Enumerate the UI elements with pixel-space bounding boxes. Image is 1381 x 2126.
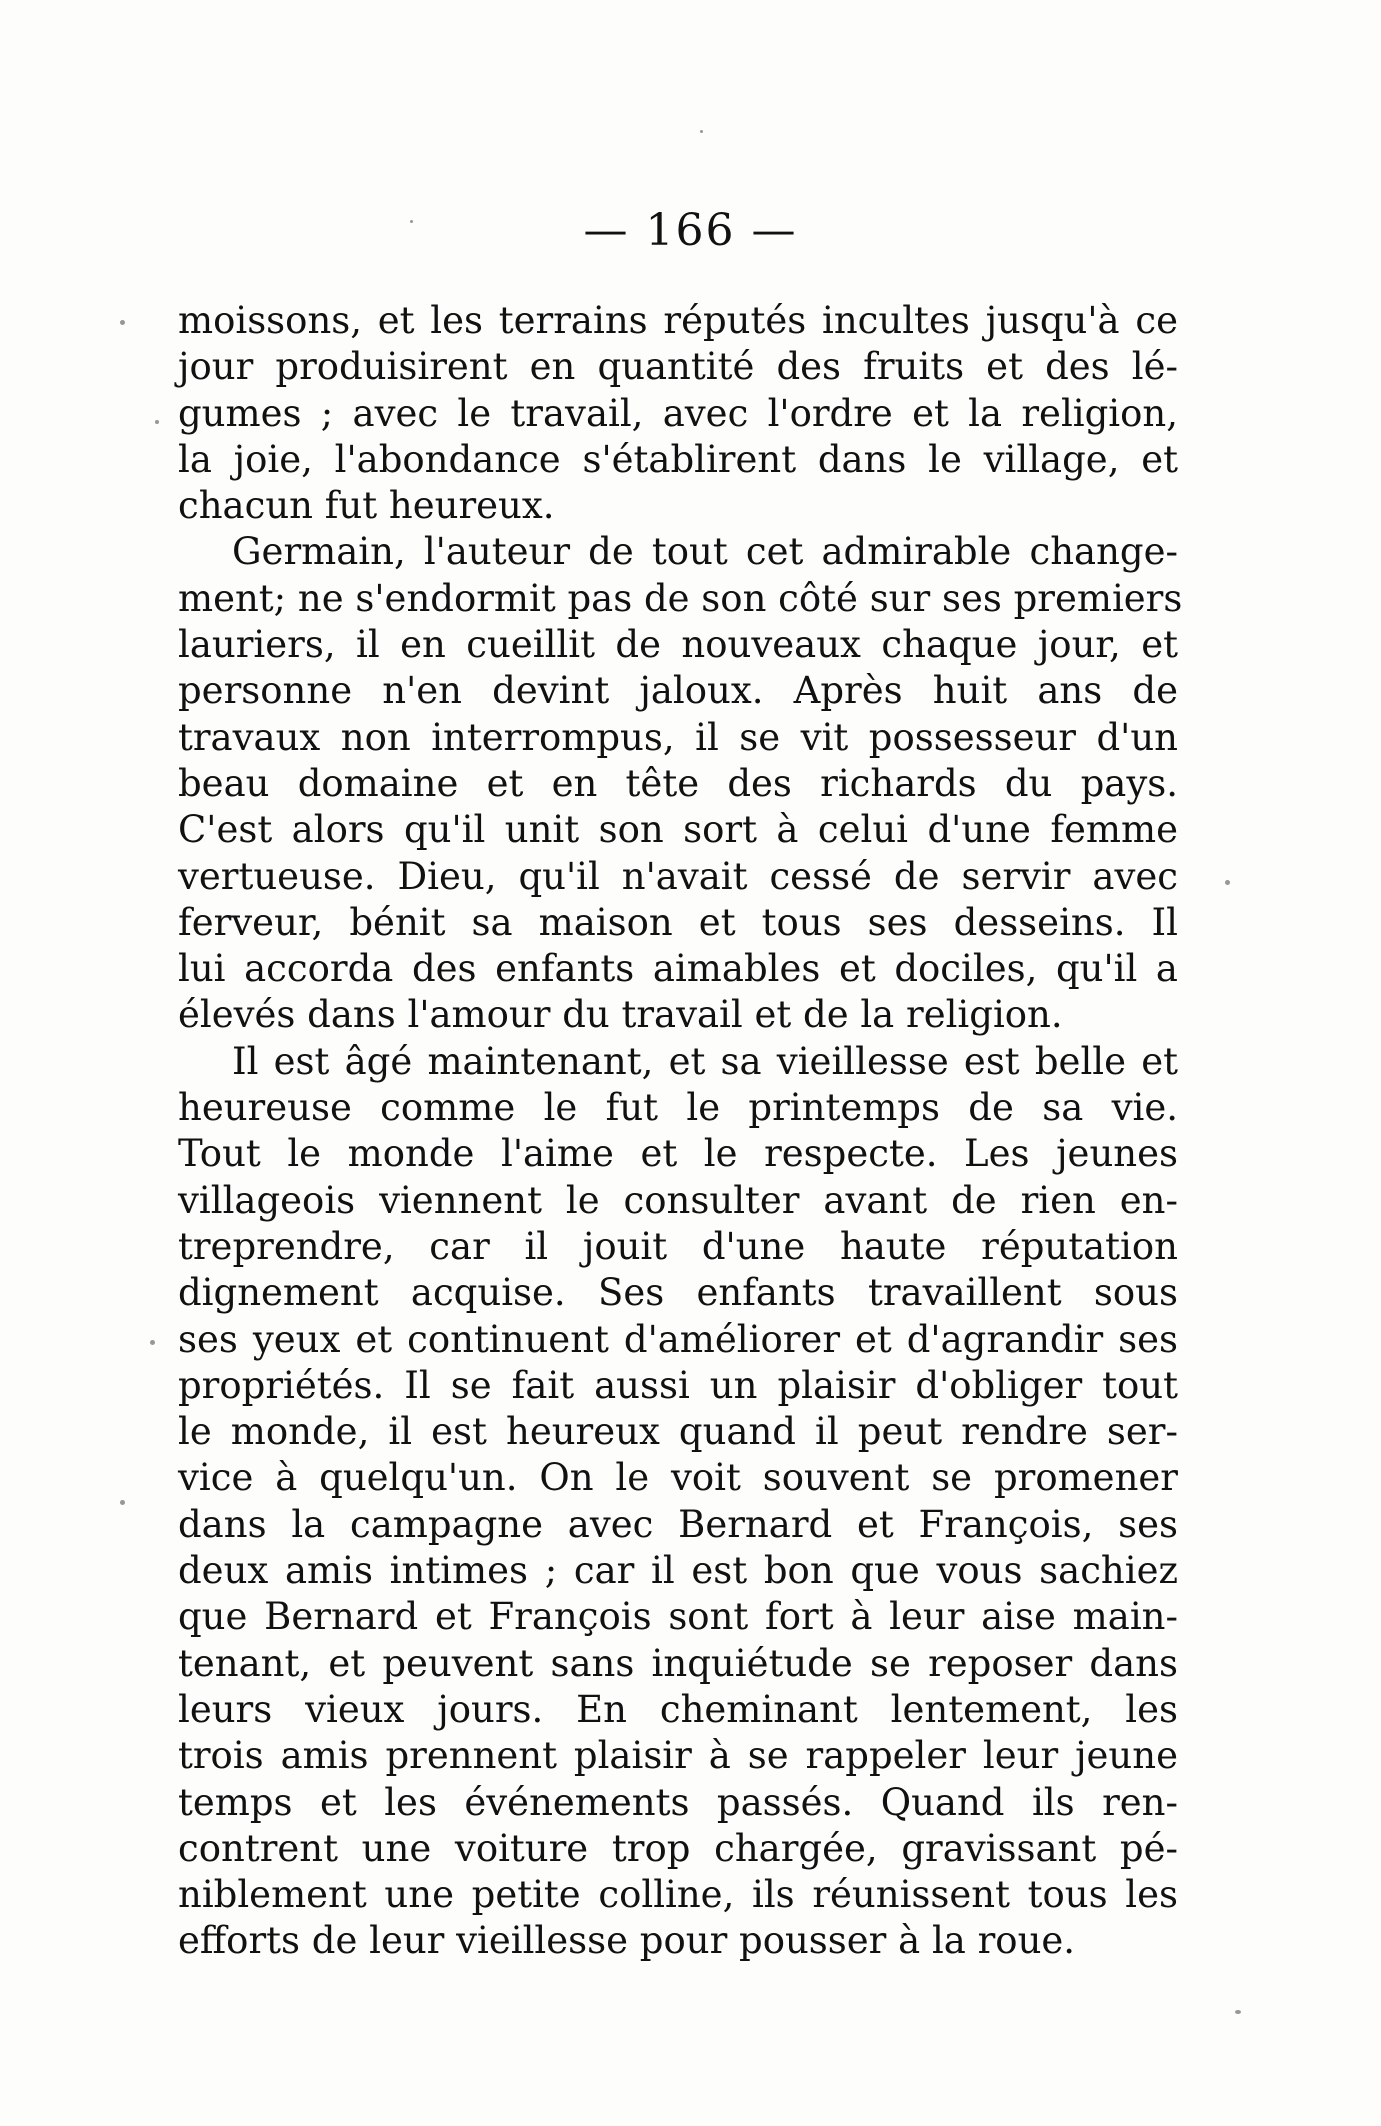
page-number: — 166 —	[583, 205, 798, 256]
print-speck	[155, 420, 159, 424]
text-line: propriétés. Il se fait aussi un plaisir d'obliger tout	[178, 1363, 1178, 1407]
text-line: treprendre, car il jouit d'une haute réputation	[178, 1224, 1178, 1268]
text-line: Il est âgé maintenant, et sa vieillesse est belle et	[232, 1039, 1178, 1083]
print-speck	[1235, 2010, 1241, 2014]
text-line: moissons, et les terrains réputés incultes jusqu'à ce	[178, 299, 1178, 342]
text-line: Tout le monde l'aime et le respecte. Les jeunes	[178, 1132, 1178, 1176]
text-line: trois amis prennent plaisir à se rappeler leur jeune	[178, 1734, 1178, 1778]
text-line: heureuse comme le fut le printemps de sa vie.	[178, 1086, 1178, 1130]
text-line: tenant, et peuvent sans inquiétude se reposer dans	[178, 1641, 1178, 1685]
text-line: travaux non interrompus, il se vit possesseur d'un	[178, 715, 1178, 759]
text-line: ment; ne s'endormit pas de son côté sur ses premiers	[178, 576, 1183, 620]
text-line: efforts de leur vieillesse pour pousser à la roue.	[178, 1919, 1076, 1963]
text-line: le monde, il est heureux quand il peut rendre ser-	[178, 1410, 1178, 1454]
text-line: lauriers, il en cueillit de nouveaux chaque jour, et	[178, 623, 1178, 667]
text-line: vice à quelqu'un. On le voit souvent se promener	[178, 1456, 1178, 1500]
text-line: que Bernard et François sont fort à leur aise main-	[178, 1595, 1178, 1639]
print-speck	[120, 1500, 125, 1505]
text-line: chacun fut heureux.	[178, 484, 555, 528]
text-line: deux amis intimes ; car il est bon que vous sachiez	[178, 1549, 1178, 1593]
text-line: C'est alors qu'il unit son sort à celui d'une femme	[178, 808, 1178, 852]
text-line: villageois viennent le consulter avant de rien en-	[178, 1178, 1178, 1222]
text-line: vertueuse. Dieu, qu'il n'avait cessé de servir avec	[178, 854, 1178, 898]
text-line: la joie, l'abondance s'établirent dans le village, et	[178, 437, 1178, 481]
print-speck	[700, 130, 703, 133]
text-line: personne n'en devint jaloux. Après huit ans de	[178, 669, 1178, 713]
body-text	[178, 298, 1183, 1965]
text-line: gumes ; avec le travail, avec l'ordre et la religion,	[178, 391, 1178, 435]
print-speck	[410, 220, 413, 223]
text-line: temps et les événements passés. Quand ils ren-	[178, 1780, 1178, 1824]
text-line: dignement acquise. Ses enfants travaillent sous	[178, 1271, 1178, 1315]
text-line: jour produisirent en quantité des fruits et des lé-	[178, 345, 1178, 389]
text-line: niblement une petite colline, ils réunissent tous les	[178, 1873, 1178, 1917]
text-line: élevés dans l'amour du travail et de la religion.	[178, 993, 1063, 1037]
text-line: beau domaine et en tête des richards du pays.	[178, 761, 1178, 805]
print-speck	[150, 1340, 155, 1345]
text-line: contrent une voiture trop chargée, gravissant pé-	[178, 1826, 1178, 1870]
text-line: lui accorda des enfants aimables et dociles, qu'il a	[178, 947, 1178, 991]
text-line: ferveur, bénit sa maison et tous ses desseins. Il	[178, 900, 1178, 944]
text-line: ses yeux et continuent d'améliorer et d'agrandir ses	[178, 1317, 1178, 1361]
text-line: leurs vieux jours. En cheminant lentement, les	[178, 1687, 1178, 1731]
print-speck	[120, 320, 125, 325]
print-speck	[1225, 880, 1230, 885]
text-line: Germain, l'auteur de tout cet admirable change-	[232, 530, 1178, 574]
text-line: dans la campagne avec Bernard et François, ses	[178, 1502, 1178, 1546]
